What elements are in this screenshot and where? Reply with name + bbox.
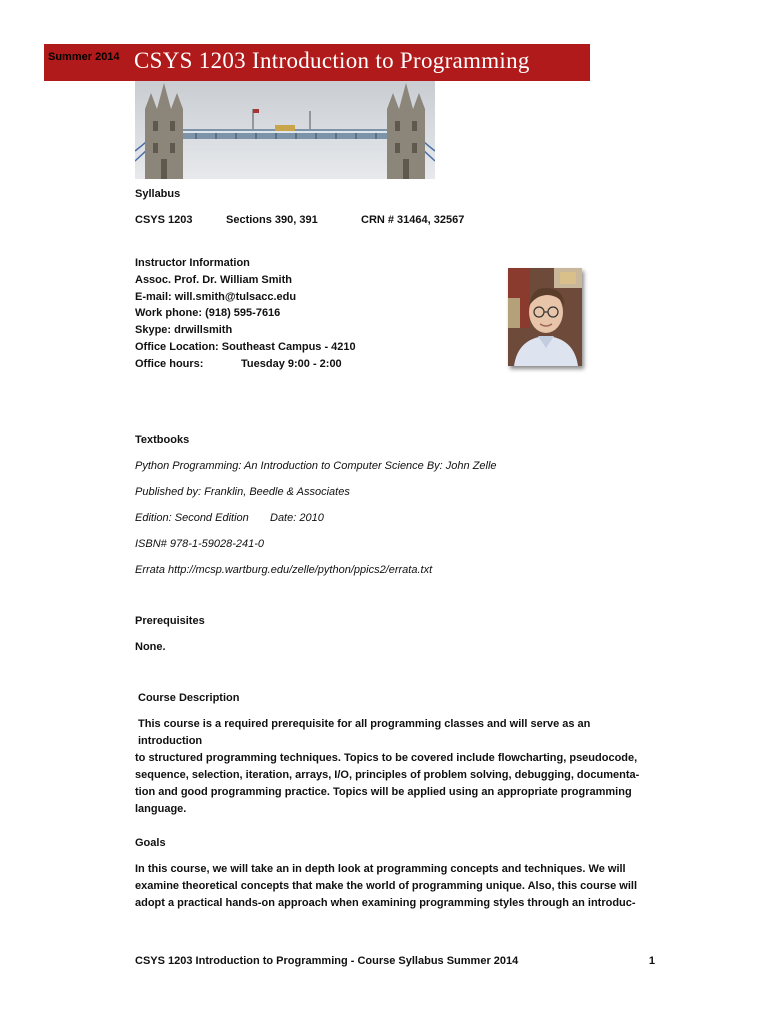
description-line: This course is a required prerequisite for all programming classes and will serve as an introduction	[138, 718, 591, 747]
sections: Sections 390, 391	[226, 214, 318, 226]
title-banner	[44, 44, 590, 81]
page-number: 1	[648, 955, 655, 967]
crn: CRN # 31464, 32567	[361, 214, 465, 226]
instructor-phone: Work phone: (918) 595-7616	[135, 307, 281, 319]
instructor-email: E-mail: will.smith@tulsacc.edu	[135, 291, 297, 303]
syllabus-heading: Syllabus	[135, 188, 181, 200]
description-line: tion and good programming practice. Topics will be applied using an appropriate programming	[135, 786, 632, 798]
office-hours-label: Office hours:	[135, 358, 204, 370]
textbook-edition: Edition: Second Edition	[135, 512, 249, 524]
goals-heading: Goals	[135, 837, 166, 849]
goals-line: In this course, we will take an in depth look at programming concepts and techniques. We will	[135, 863, 626, 875]
office-location: Office Location: Southeast Campus - 4210	[135, 341, 356, 353]
textbook-date: Date: 2010	[270, 512, 324, 524]
course-description-text	[135, 716, 655, 818]
goals-text	[135, 861, 655, 912]
instructor-skype: Skype: drwillsmith	[135, 324, 233, 336]
course-code: CSYS 1203	[135, 214, 193, 226]
tower-bridge-image	[135, 81, 435, 179]
description-line: language.	[135, 803, 187, 815]
footer-text: CSYS 1203 Introduction to Programming - Course Syllabus Summer 2014	[135, 955, 519, 967]
instructor-photo	[508, 268, 582, 366]
course-description-heading: Course Description	[138, 692, 240, 704]
goals-line: adopt a practical hands-on approach when examining programming styles through an introduc-	[135, 897, 636, 909]
course-title: CSYS 1203 Introduction to Programming	[134, 48, 530, 73]
description-line: to structured programming techniques. Topics to be covered include flowcharting, pseudocode,	[135, 752, 638, 764]
instructor-name: Assoc. Prof. Dr. William Smith	[135, 274, 292, 286]
textbook-title: Python Programming: An Introduction to Computer Science By: John Zelle	[135, 460, 497, 472]
prerequisites-heading: Prerequisites	[135, 615, 205, 627]
textbook-errata: Errata http://mcsp.wartburg.edu/zelle/python/ppics2/errata.txt	[135, 564, 433, 576]
textbooks-heading: Textbooks	[135, 434, 190, 446]
term-label: Summer 2014	[48, 51, 120, 63]
textbook-publisher: Published by: Franklin, Beedle & Associates	[135, 486, 350, 498]
instructor-heading: Instructor Information	[135, 257, 250, 269]
description-line: sequence, selection, iteration, arrays, I/O, principles of problem solving, debugging, documenta-	[135, 769, 640, 781]
textbook-isbn: ISBN# 978-1-59028-241-0	[135, 538, 265, 550]
prerequisites-value: None.	[135, 641, 166, 653]
office-hours-value: Tuesday 9:00 - 2:00	[241, 358, 342, 370]
goals-line: examine theoretical concepts that make the world of programming unique. Also, this course will	[135, 880, 638, 892]
